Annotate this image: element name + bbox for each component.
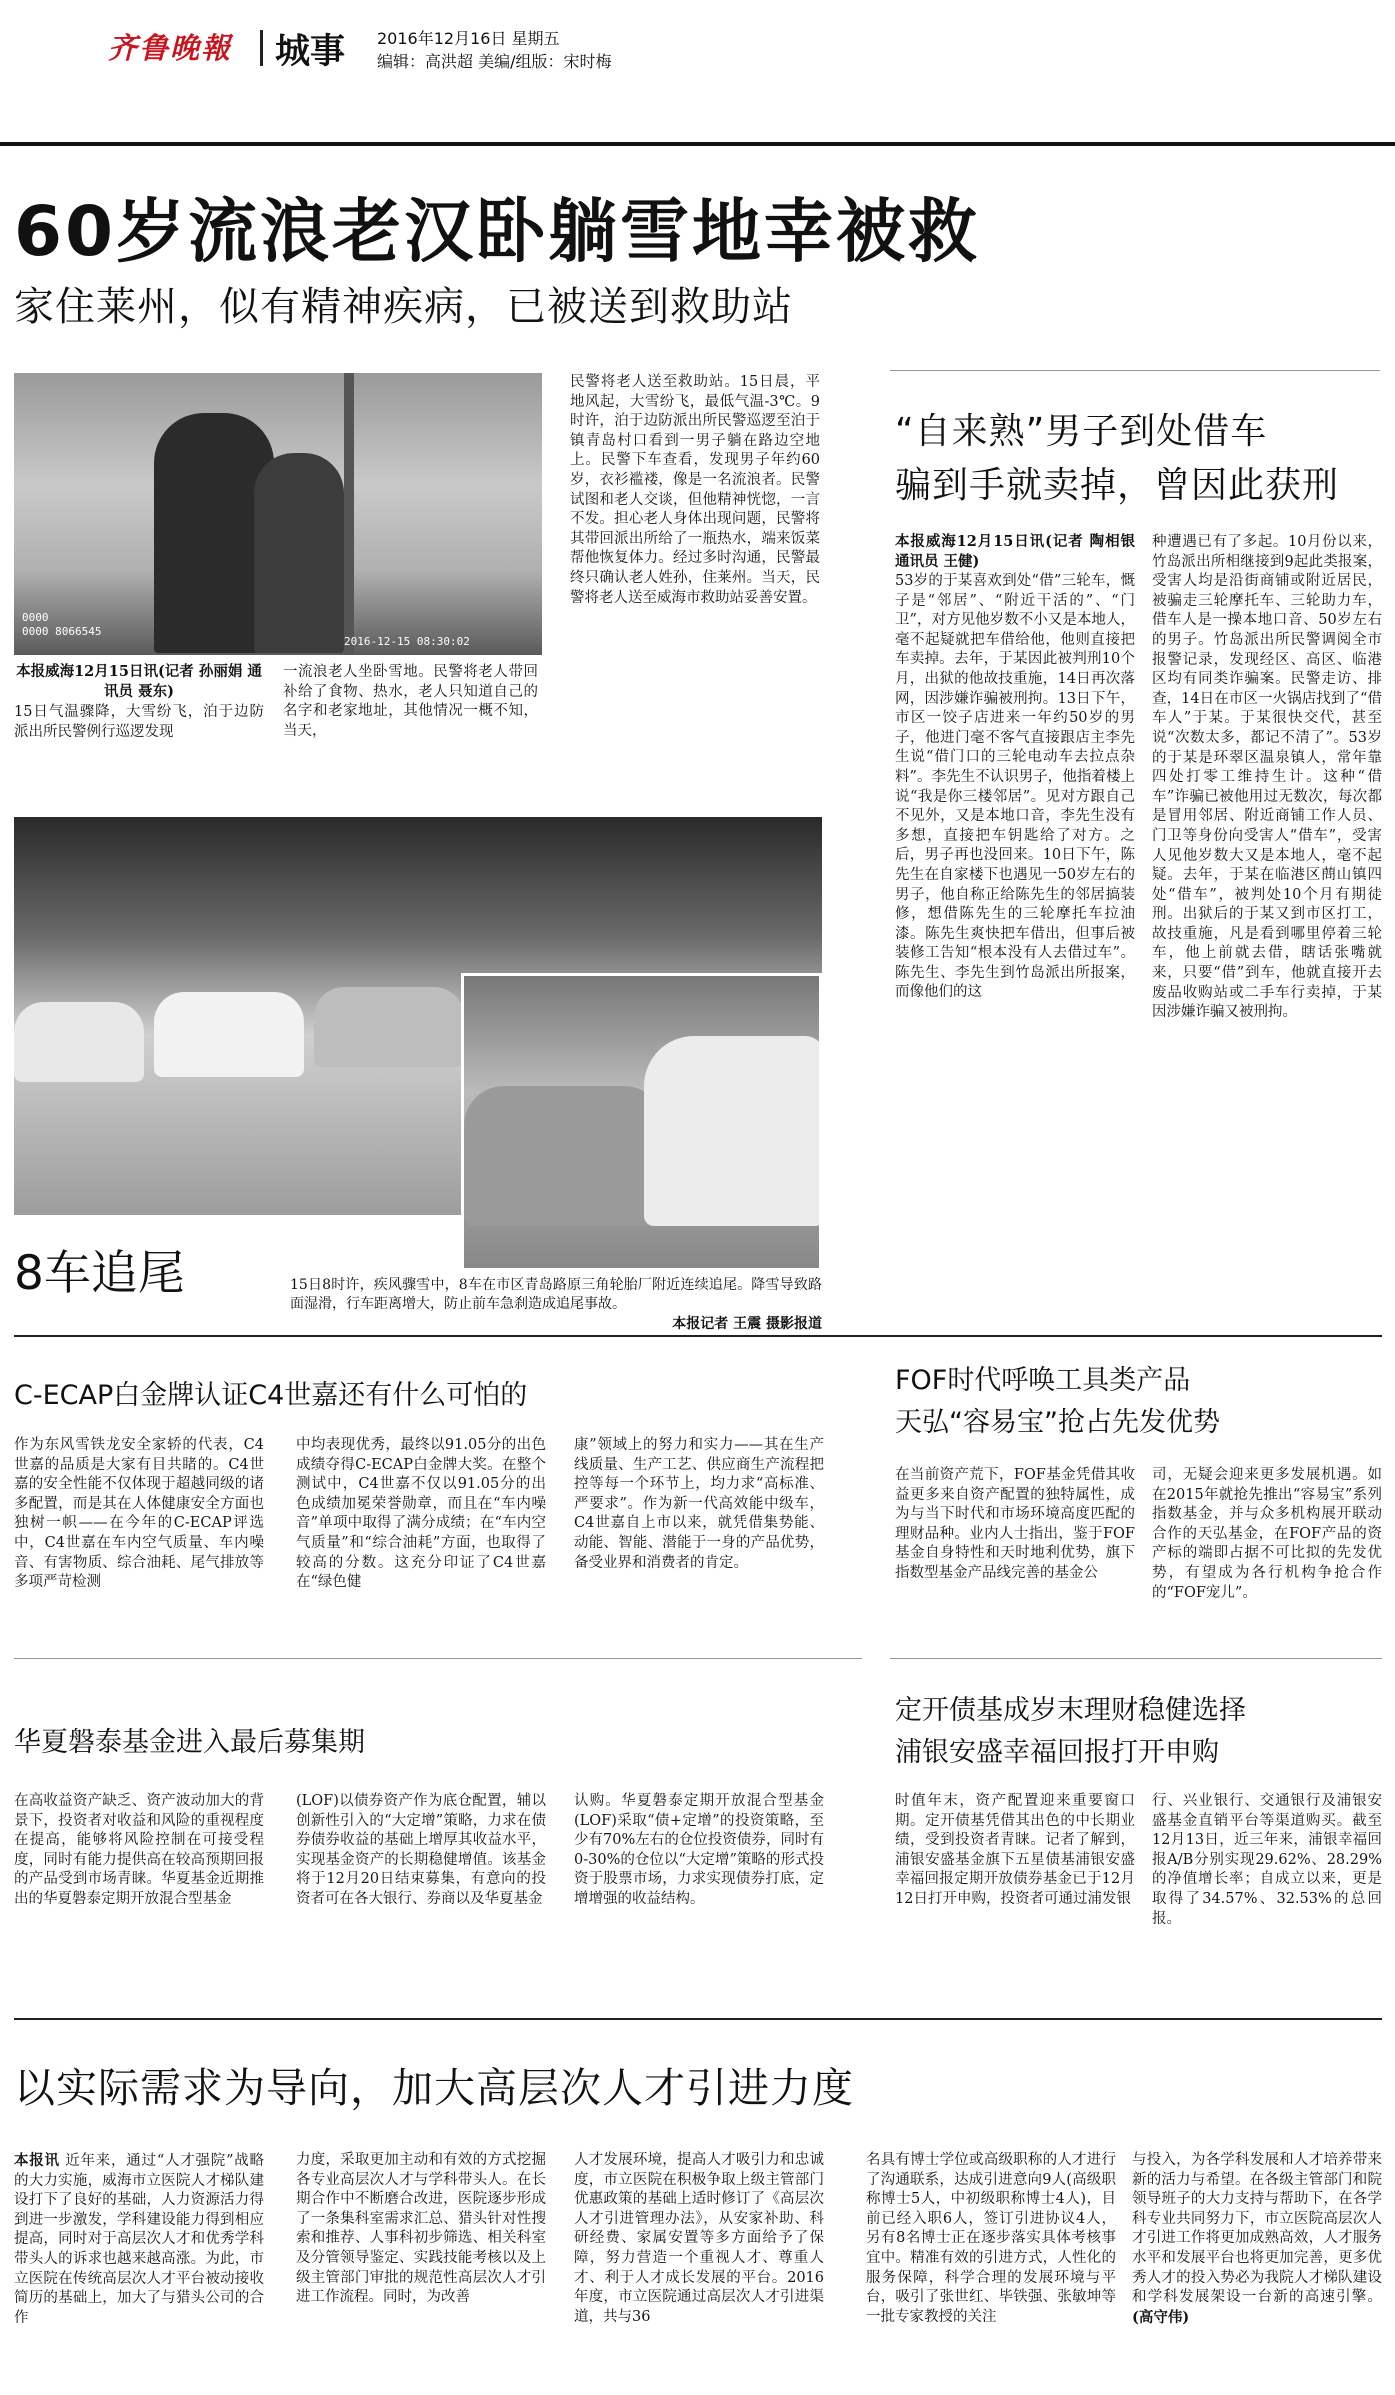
photo-figure-man [254, 453, 344, 653]
car-story-title-1: “自来熟”男子到处借车 [895, 411, 1268, 452]
photo-stamp-right: 2016-12-15 08:30:02 [344, 635, 470, 648]
lead-photo [14, 373, 542, 655]
section-name: 城事 [275, 32, 346, 72]
photo-car-3 [314, 987, 464, 1067]
huaxia-col-1: 在高收益资产缺乏、资产波动加大的背景下，投资者对收益和风险的重视程度在提高，能够将风险控制在可接受程度，同时有能力提供高在较高预期回报的产品受到市场青睐。华夏基金近期推出的华夏磐泰定期开放混合型基金 [14, 1793, 264, 1907]
masthead-logo: 齐鲁晚報 [108, 31, 233, 65]
pufa-col-1: 时值年末，资产配置迎来重要窗口期。定开债基凭借其出色的中长期业绩，受到投资者青睐。记者了解到，浦银安盛基金旗下五星债基浦银安盛幸福回报定期开放债券基金已于12月12日打开申购，投资者可通过浦发银 [895, 1793, 1135, 1907]
car-story-top-rule [890, 370, 1380, 371]
cecap-title: C-ECAP白金牌认证C4世嘉还有什么可怕的 [14, 1380, 528, 1411]
photo-stamp-left: 0000 0000 8066545 [22, 611, 102, 638]
pufa-title-1: 定开债基成岁末理财稳健选择 [895, 1695, 1246, 1726]
fof-title-2: 天弘“容易宝”抢占先发优势 [895, 1407, 1220, 1438]
masthead [0, 0, 1395, 80]
talent-lead: 本报讯 [14, 2152, 60, 2169]
cecap-col-1: 作为东风雪铁龙安全家轿的代表，C4世嘉的品质是大家有目共睹的。C4世嘉的安全性能不仅体现于超越同级的诸多配置，而是其在人体健康安全方面也独树一帜——在今年的C-ECAP评选中，C4世嘉在车内空气质量、车内噪音、有害物质、综合油耗、尾气排放等多项严苛检测 [14, 1437, 264, 1591]
talent-col-5 [1132, 2151, 1382, 2391]
car-story-col-2: 种遭遇已有了多起。10月份以来，竹岛派出所相继接到9起此类报案，受害人均是沿街商铺或附近居民，被骗走三轮摩托车、三轮助力车，借车人是一操本地口音、50岁左右的男子。竹岛派出所民警调阅全市报警记录，发现经区、高区、临港区均有同类诈骗案。民警走访、排查，14日在市区一火锅店找到了“借车人”于某。于某很快交代，甚至说“次数太多，都记不清了”。53岁的于某是环翠区温泉镇人，常年靠四处打零工维持生计。这种“借车”诈骗已被他用过无数次，每次都是冒用邻居、附近商铺工作人员、门卫等身份向受害人“借车”，受害人见他岁数大又是本地人，毫不起疑。去年，于某在临港区蔄山镇四处“借车”，被判处10个月有期徒刑。出狱后的于某又到市区打工，故技重施，凡是看到哪里停着三轮车，他上前就去借，瞎话张嘴就来，只要“借”到车，他就直接开去废品收购站或二手车行卖掉，于某因涉嫌诈骗又被刑拘。 [1152, 534, 1382, 1021]
talent-col-1 [14, 2151, 264, 2391]
car-story-byline: 本报威海12月15日讯(记者 陶相银 通讯员 王健) [895, 533, 1135, 570]
car-story-title-2: 骗到手就卖掉，曾因此获刑 [895, 465, 1340, 506]
section-divider-1 [14, 1335, 1382, 1337]
photo-inset-car-left [464, 1086, 664, 1226]
masthead-rule [0, 142, 1395, 146]
talent-col-4: 名具有博士学位或高级职称的人才进行了沟通联系，达成引进意向9人(高级职称博士5人，中初级职称博士4人)，目前已经入职6人，签订引进协议4人，另有8名博士正在逐步落实具体考核事宜中。精准有效的引进方式，人性化的服务保障，科学合理的发展环境与平台，吸引了张世红、毕铁强、张敏坤等一批专家教授的关注 [866, 2152, 1116, 2325]
talent-col-3: 人才发展环境，提高人才吸引力和忠诚度，市立医院在积极争取上级主管部门优惠政策的基础上适时修订了《高层次人才引进管理办法》，从安家补助、科研经费、家属安置等多方面给予了保障，努力营造一个重视人才、尊重人才、利于人才成长发展的平台。2016年度，市立医院通过高层次人才引进渠道，共与36 [574, 2152, 824, 2325]
talent-col-2: 力度，采取更加主动和有效的方式挖掘各专业高层次人才与学科带头人。在长期合作中不断磨合改进，医院逐步形成了一条集科室需求汇总、猎头针对性搜索和推荐、人事科初步筛选、相关科室及分管领导鉴定、实践技能考核以及上级主管部门审批的规范性高层次人才引进工作流程。同时，为改善 [296, 2152, 546, 2306]
editors: 编辑：高洪超 美编/组版：宋时梅 [377, 52, 612, 71]
cecap-col-2: 中均表现优秀，最终以91.05分的出色成绩夺得C-ECAP白金牌大奖。在整个测试中，C4世嘉不仅以91.05分的出色成绩加冕荣誉勋章，而且在“车内噪音”单项中取得了满分成绩；在“车内空气质量”和“综合油耗”方面，也取得了较高的分数。这充分印证了C4世嘉在“绿色健 [296, 1437, 546, 1591]
fof-title-1: FOF时代呼唤工具类产品 [895, 1365, 1191, 1396]
lead-col-2: 一流浪老人坐卧雪地。民警将老人带回补给了食物、热水，老人只知道自己的名字和老家地址，其他情况一概不知，当天， [283, 664, 538, 739]
section-divider-2 [14, 1658, 862, 1659]
car-story-col-1: 53岁的于某喜欢到处“借”三轮车，慨子是“邻居”、“附近干活的”、“门卫”，对方见他岁数不小又是本地人，毫不起疑就把车借给他，他则直接把车卖掉。去年，于某因此被判刑10个月，出狱的他故技重施，14日再次落网，因涉嫌诈骗被刑拘。13日下午，市区一饺子店进来一年约50岁的男子，他进门毫不客气直接跟店主李先生说“借门口的三轮电动车去拉点杂料”。李先生不认识男子，他指着楼上说“我是你三楼邻居”。见对方跟自己不见外，又是本地口音，李先生没有多想，直接把车钥匙给了对方。之后，男子再也没回来。10日下午，陈先生在自家楼下也遇见一50岁左右的男子，他自称正给陈先生的邻居搞装修，想借陈先生的三轮摩托车拉油漆。陈先生爽快把车借出，但事后被装修工告知“根本没有人去借过车”。陈先生、李先生到竹岛派出所报案，而像他们的这 [895, 573, 1135, 1001]
lead-col-1: 15日气温骤降，大雪纷飞，泊于边防派出所民警例行巡逻发现 [14, 704, 264, 740]
crash-title: 8车追尾 [14, 1246, 185, 1301]
talent-col-5-text: 与投入，为各学科发展和人才培养带来新的活力与希望。在各级主管部门和院领导班子的大力支持与帮助下，在各学科专业共同努力下，市立医院高层次人才引进工作将更加成熟高效，人才服务水平和发展平台也将更加完善，更多优秀人才的投入势必为我院人才梯队建设和学科发展架设一台新的高速引擎。 [1132, 2152, 1382, 2306]
crash-photo-inset [461, 973, 822, 1271]
section-divider-4 [14, 2018, 1382, 2020]
photo-car-2 [154, 992, 304, 1077]
lead-byline: 本报威海12月15日讯(记者 孙丽娟 通讯员 聂东) [16, 663, 262, 700]
masthead-divider [260, 30, 263, 66]
huaxia-col-2: (LOF)以债券资产作为底仓配置，辅以创新性引入的“大定增”策略，力求在债券债券收益的基础上增厚其收益水平，实现基金资产的长期稳健增值。该基金将于12月20日结束募集，有意向的投资者可在各大银行、券商以及华夏基金 [296, 1793, 546, 1907]
photo-pole [344, 373, 354, 655]
huaxia-title: 华夏磐泰基金进入最后募集期 [14, 1727, 365, 1758]
pufa-col-2: 行、兴业银行、交通银行及浦银安盛基金直销平台等渠道购买。截至12月13日，近三年来，浦银幸福回报A/B分别实现29.62%、28.29%的净值增长率；自成立以来，更是取得了34.57%、32.53%的总回报。 [1152, 1793, 1382, 1927]
lead-subheadline: 家住莱州，似有精神疾病，已被送到救助站 [14, 284, 793, 330]
fof-col-2: 司，无疑会迎来更多发展机遇。如在2015年就抢先推出“容易宝”系列指数基金，并与众多机构展开联动合作的天弘基金，在FOF产品的资产标的端即占据不可比拟的先发优势，有望成为各行机构争抢合作的“FOF宠儿”。 [1152, 1467, 1382, 1601]
photo-inset-car-right [644, 1036, 822, 1226]
pufa-title-2: 浦银安盛幸福回报打开申购 [895, 1737, 1219, 1768]
talent-headline: 以实际需求为导向，加大高层次人才引进力度 [14, 2064, 854, 2112]
fof-col-1: 在当前资产荒下，FOF基金凭借其收益更多来自资产配置的独特属性，成为与当下时代和市场环境高度匹配的理财品种。业内人士指出，鉴于FOF基金自身特性和天时地利优势，旗下指数型基金产品线完善的基金公 [895, 1467, 1135, 1581]
lead-col-3: 民警将老人送至救助站。15日晨，平地风起，大雪纷飞，最低气温-3℃。9时许，泊于边防派出所民警巡逻至泊于镇青岛村口看到一男子躺在路边空地上。民警下车查看，发现男子年约60岁，衣衫褴褛，像是一名流浪者。民警试图和老人交谈，但他精神恍惚，一言不发。担心老人身体出现问题，民警将其带回派出所给了一瓶热水，端来饭菜帮他恢复体力。经过多时沟通，民警最终只确认老人姓孙，住莱州。当天，民警将老人送至威海市救助站妥善安置。 [570, 374, 820, 606]
cecap-col-3: 康”领域上的努力和实力——其在生产线质量、生产工艺、供应商生产流程把控等每一个环节上，均力求“高标准、严要求”。作为新一代高效能中级车，C4世嘉自上市以来，就凭借集势能、动能、智能、潜能于一身的产品优势，备受业界和消费者的肯定。 [574, 1437, 824, 1571]
talent-col-1-text: 近年来，通过“人才强院”战略的大力实施，威海市立医院人才梯队建设打下了良好的基础，人力资源活力得到进一步激发，学科建设能力得到相应提高，同时对于高层次人才和优秀学科带头人的诉求也越来越高涨。为此，市立医院在传统高层次人才平台被动接收简历的基础上，加大了与猎头公司的合作 [14, 2153, 264, 2326]
crash-credit: 本报记者 王震 摄影报道 [672, 1316, 822, 1332]
huaxia-col-3: 认购。华夏磐泰定期开放混合型基金(LOF)采取“债+定增”的投资策略，至少有70%左右的仓位投资债券，同时有0-30%的仓位以“大定增”策略的形式投资于股票市场，力求实现债券打底，定增增强的收益结构。 [574, 1793, 824, 1907]
issue-date: 2016年12月16日 星期五 [377, 29, 560, 48]
crash-caption: 15日8时许，疾风骤雪中，8车在市区青岛路原三角轮胎厂附近连续追尾。降雪导致路面湿滑，行车距离增大，防止前车急刹造成追尾事故。 [290, 1277, 822, 1312]
talent-signature: (高守伟) [1132, 2308, 1190, 2326]
lead-headline: 60岁流浪老汉卧躺雪地幸被救 [14, 192, 981, 272]
photo-car-1 [14, 1002, 144, 1082]
section-divider-3 [890, 1658, 1382, 1659]
